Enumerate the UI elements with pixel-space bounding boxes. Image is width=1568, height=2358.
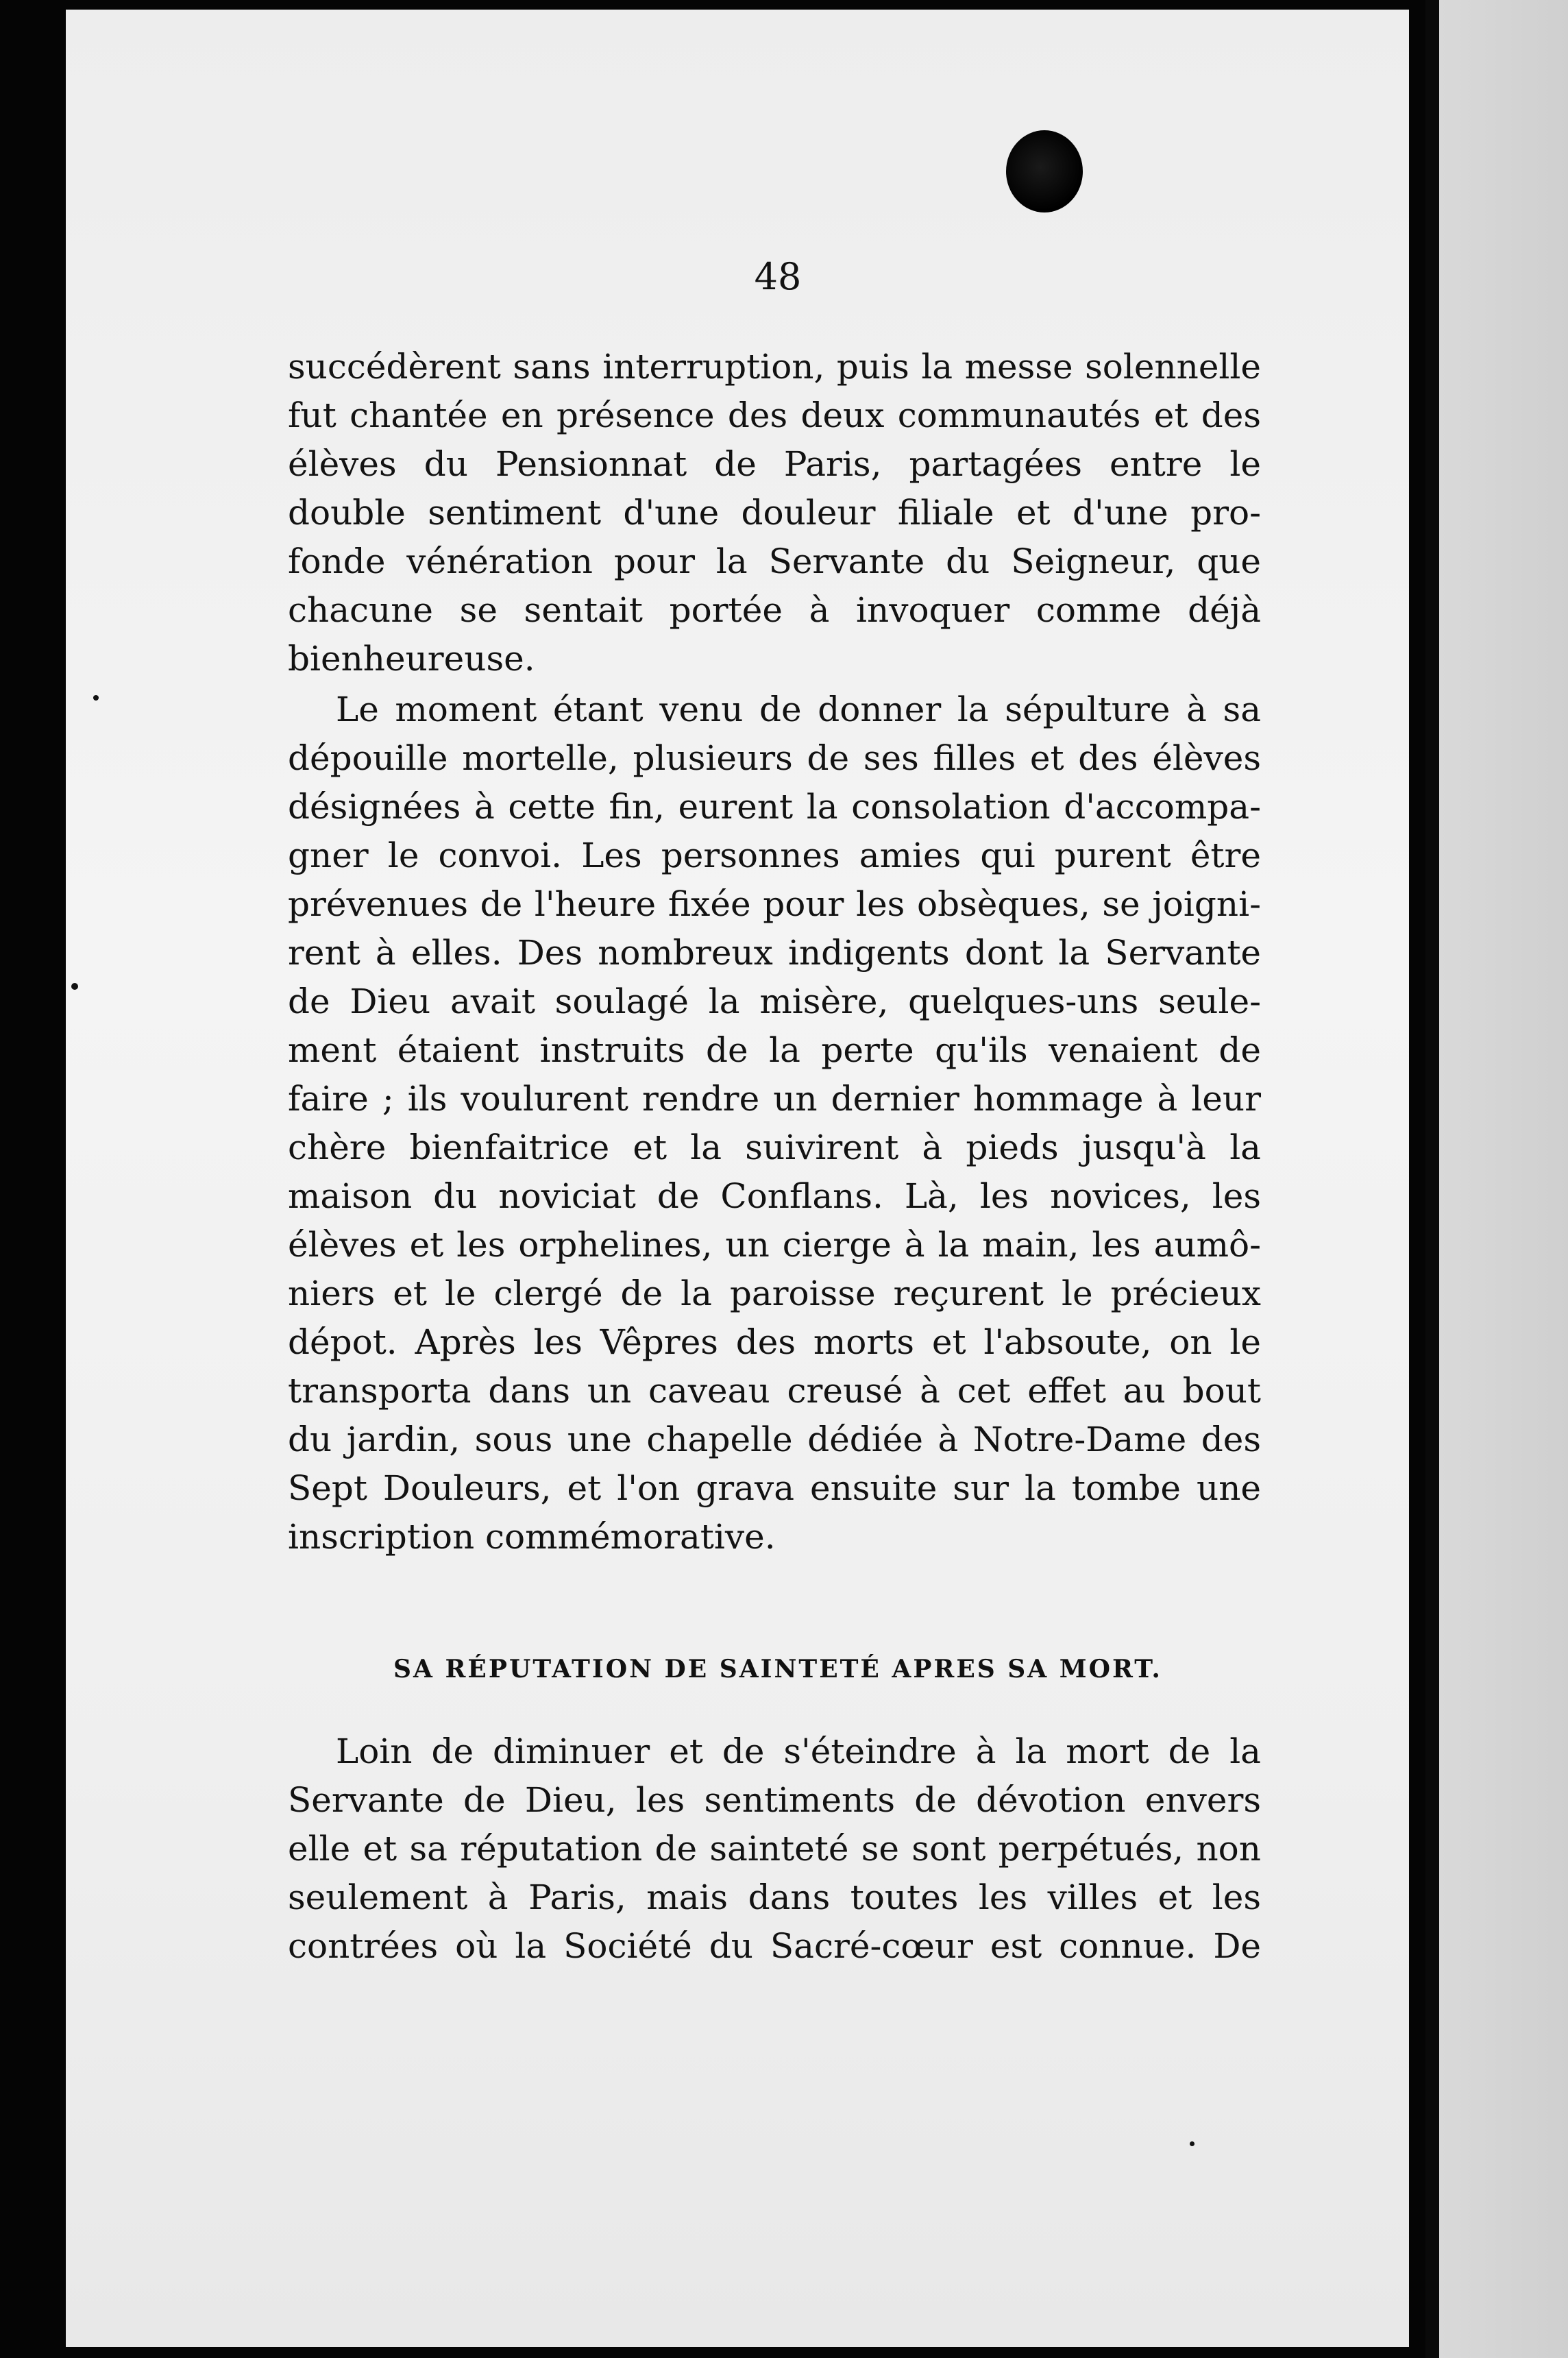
text-line: chère bienfaitrice et la suivirent à pieds jusqu'à la <box>288 1128 1261 1167</box>
text-line: contrées où la Société du Sacré-cœur est connue. De <box>288 1926 1261 1966</box>
text-line: transporta dans un caveau creusé à cet effet au bout <box>288 1371 1261 1411</box>
punch-hole <box>1006 130 1083 212</box>
text-line: seulement à Paris, mais dans toutes les villes et les <box>288 1877 1261 1917</box>
text-line: bienheureuse. <box>288 639 535 679</box>
text-line: élèves du Pensionnat de Paris, partagées entre le <box>288 444 1261 484</box>
text-line: fut chantée en présence des deux communautés et des <box>288 396 1261 435</box>
text-line: fonde vénération pour la Servante du Seigneur, que <box>288 542 1261 581</box>
text-line: rent à elles. Des nombreux indigents dont la Servante <box>288 933 1261 973</box>
section-heading: SA RÉPUTATION DE SAINTETÉ APRES SA MORT. <box>393 1655 1162 1684</box>
page-edge-rule <box>1425 0 1441 2358</box>
text-line: chacune se sentait portée à invoquer comme déjà <box>288 590 1261 630</box>
text-line: Sept Douleurs, et l'on grava ensuite sur la tombe une <box>288 1468 1261 1508</box>
text-line: désignées à cette fin, eurent la consolation d'accompa- <box>288 787 1261 827</box>
text-line: niers et le clergé de la paroisse reçurent le précieux <box>288 1274 1261 1313</box>
text-line: gner le convoi. Les personnes amies qui purent être <box>288 836 1261 875</box>
paragraph-2 <box>288 685 1261 1561</box>
scan-speck <box>71 983 78 990</box>
text-line: du jardin, sous une chapelle dédiée à Notre-Dame des <box>288 1420 1261 1459</box>
text-line: faire ; ils voulurent rendre un dernier hommage à leur <box>288 1079 1261 1119</box>
text-line: ment étaient instruits de la perte qu'ils venaient de <box>288 1030 1261 1070</box>
text-line: Servante de Dieu, les sentiments de dévotion envers <box>288 1780 1261 1820</box>
scan-speck <box>93 695 99 701</box>
text-line: Loin de diminuer et de s'éteindre à la mort de la <box>336 1731 1261 1771</box>
text-line: elle et sa réputation de sainteté se sont perpétués, non <box>288 1829 1261 1869</box>
text-line: prévenues de l'heure fixée pour les obsèques, se joigni- <box>288 884 1261 924</box>
adjacent-page-edge <box>1439 0 1568 2358</box>
text-line: maison du noviciat de Conflans. Là, les novices, les <box>288 1176 1261 1216</box>
text-line: élèves et les orphelines, un cierge à la main, les aumô- <box>288 1225 1261 1265</box>
text-line: dépot. Après les Vêpres des morts et l'absoute, on le <box>288 1322 1261 1362</box>
text-line: Le moment étant venu de donner la sépulture à sa <box>336 690 1261 729</box>
text-line: dépouille mortelle, plusieurs de ses filles et des élèves <box>288 738 1261 778</box>
text-line: de Dieu avait soulagé la misère, quelques-uns seule- <box>288 982 1261 1021</box>
scan-speck <box>1190 2141 1195 2146</box>
paragraph-3 <box>288 1727 1261 1971</box>
text-line: inscription commémorative. <box>288 1517 776 1557</box>
text-line: double sentiment d'une douleur filiale et d'une pro- <box>288 493 1261 533</box>
text-line: succédèrent sans interruption, puis la messe solennelle <box>288 347 1261 387</box>
page-number: 48 <box>754 255 802 298</box>
paragraph-1 <box>288 343 1261 683</box>
